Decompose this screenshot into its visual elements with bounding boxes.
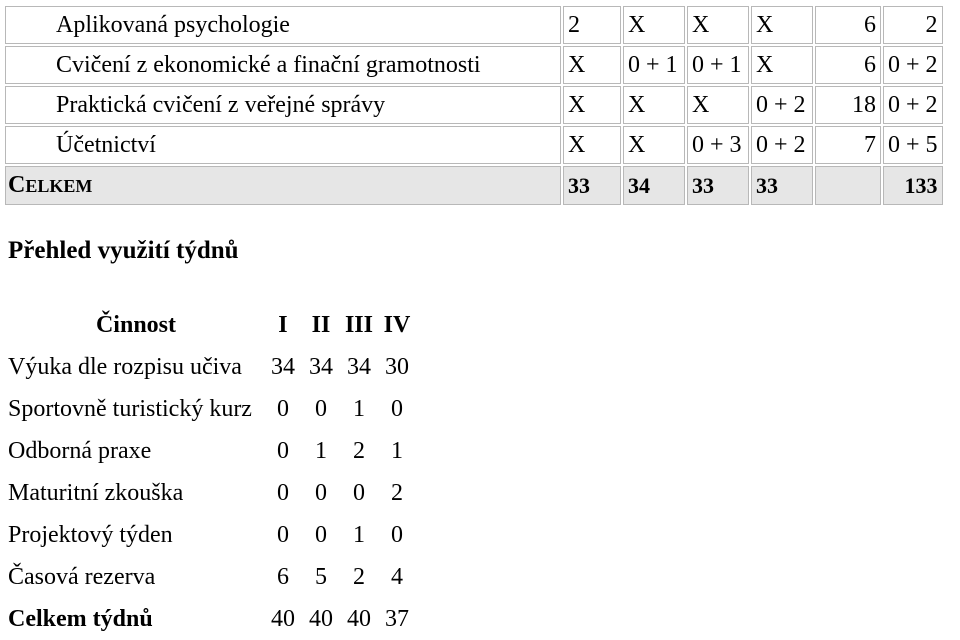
cell: 0 + 5 xyxy=(883,126,943,164)
cell: 6 xyxy=(815,46,881,84)
cell: 2 xyxy=(563,6,621,44)
cell: X xyxy=(623,126,685,164)
activity-name: Maturitní zkouška xyxy=(8,479,184,506)
cell: 34 xyxy=(308,353,333,380)
activity-name: Sportovně turistický kurz xyxy=(8,395,252,422)
cell: 0 xyxy=(390,521,403,548)
cell: X xyxy=(563,46,621,84)
activity-name: Odborná praxe xyxy=(8,437,152,464)
cell: 0 xyxy=(276,521,289,548)
activity-name: Projektový týden xyxy=(8,521,173,548)
cell: 0 xyxy=(314,521,327,548)
table-row xyxy=(8,556,416,598)
cell: 133 xyxy=(883,166,943,205)
total-label: Celkem týdnů xyxy=(8,605,153,632)
cell: 1 xyxy=(352,521,365,548)
total-label xyxy=(5,166,561,205)
section-title: Přehled využití týdnů xyxy=(8,237,239,264)
cell: 0 + 1 xyxy=(687,46,749,84)
cell: 0 + 3 xyxy=(687,126,749,164)
activity-name: Výuka dle rozpisu učiva xyxy=(8,353,242,380)
subject-name: Účetnictví xyxy=(5,126,561,164)
total-label-initial: C xyxy=(8,172,26,198)
cell: 2 xyxy=(883,6,943,44)
cell: 34 xyxy=(346,353,371,380)
activity-header: Činnost xyxy=(95,311,176,338)
cell: X xyxy=(563,86,621,124)
cell: 33 xyxy=(563,166,621,205)
cell: 0 + 2 xyxy=(751,86,813,124)
cell: 34 xyxy=(270,353,295,380)
header-row xyxy=(8,304,416,346)
cell: 1 xyxy=(352,395,365,422)
cell: 37 xyxy=(384,605,409,632)
column-header: I xyxy=(278,311,288,338)
cell: 2 xyxy=(352,437,365,464)
total-row xyxy=(5,166,943,205)
subject-name: Aplikovaná psychologie xyxy=(5,6,561,44)
cell: 6 xyxy=(276,563,289,590)
table-row xyxy=(8,430,416,472)
cell: 1 xyxy=(314,437,327,464)
subject-name: Praktická cvičení z veřejné správy xyxy=(5,86,561,124)
cell: X xyxy=(623,86,685,124)
cell: X xyxy=(751,46,813,84)
cell: 0 + 2 xyxy=(751,126,813,164)
cell: 30 xyxy=(384,353,409,380)
table-row xyxy=(5,46,943,84)
cell: 0 + 2 xyxy=(883,86,943,124)
cell: 40 xyxy=(308,605,333,632)
cell: 0 xyxy=(314,395,327,422)
table-row xyxy=(8,472,416,514)
column-header: II xyxy=(311,311,331,338)
column-header: III xyxy=(344,311,373,338)
subject-name: Cvičení z ekonomické a finační gramotnosti xyxy=(5,46,561,84)
cell: 40 xyxy=(346,605,371,632)
table-row xyxy=(5,126,943,164)
table-row xyxy=(8,346,416,388)
cell: 33 xyxy=(751,166,813,205)
cell: 0 xyxy=(276,437,289,464)
table-row xyxy=(5,86,943,124)
cell: X xyxy=(563,126,621,164)
cell: 40 xyxy=(270,605,295,632)
cell: X xyxy=(623,6,685,44)
cell: 0 xyxy=(352,479,365,506)
column-header: IV xyxy=(383,311,411,338)
cell: 6 xyxy=(815,6,881,44)
cell: 0 + 1 xyxy=(623,46,685,84)
cell: 0 xyxy=(314,479,327,506)
cell: 1 xyxy=(390,437,403,464)
activity-name: Časová rezerva xyxy=(8,563,156,590)
table-row xyxy=(8,514,416,556)
total-label-rest: ELKEM xyxy=(25,176,93,196)
table-row xyxy=(8,388,416,430)
cell: 4 xyxy=(390,563,403,590)
cell: 7 xyxy=(815,126,881,164)
cell: 0 xyxy=(276,479,289,506)
cell: 2 xyxy=(352,563,365,590)
weeks-usage-table xyxy=(8,304,416,640)
cell: X xyxy=(687,86,749,124)
cell: 2 xyxy=(390,479,403,506)
total-row xyxy=(8,598,416,640)
cell: X xyxy=(751,6,813,44)
table-row xyxy=(5,6,943,44)
cell: 18 xyxy=(815,86,881,124)
cell: X xyxy=(687,6,749,44)
cell: 34 xyxy=(623,166,685,205)
cell: 0 xyxy=(276,395,289,422)
cell: 33 xyxy=(687,166,749,205)
cell xyxy=(815,166,881,205)
cell: 0 + 2 xyxy=(883,46,943,84)
cell: 0 xyxy=(390,395,403,422)
cell: 5 xyxy=(314,563,327,590)
subjects-table xyxy=(3,4,945,207)
